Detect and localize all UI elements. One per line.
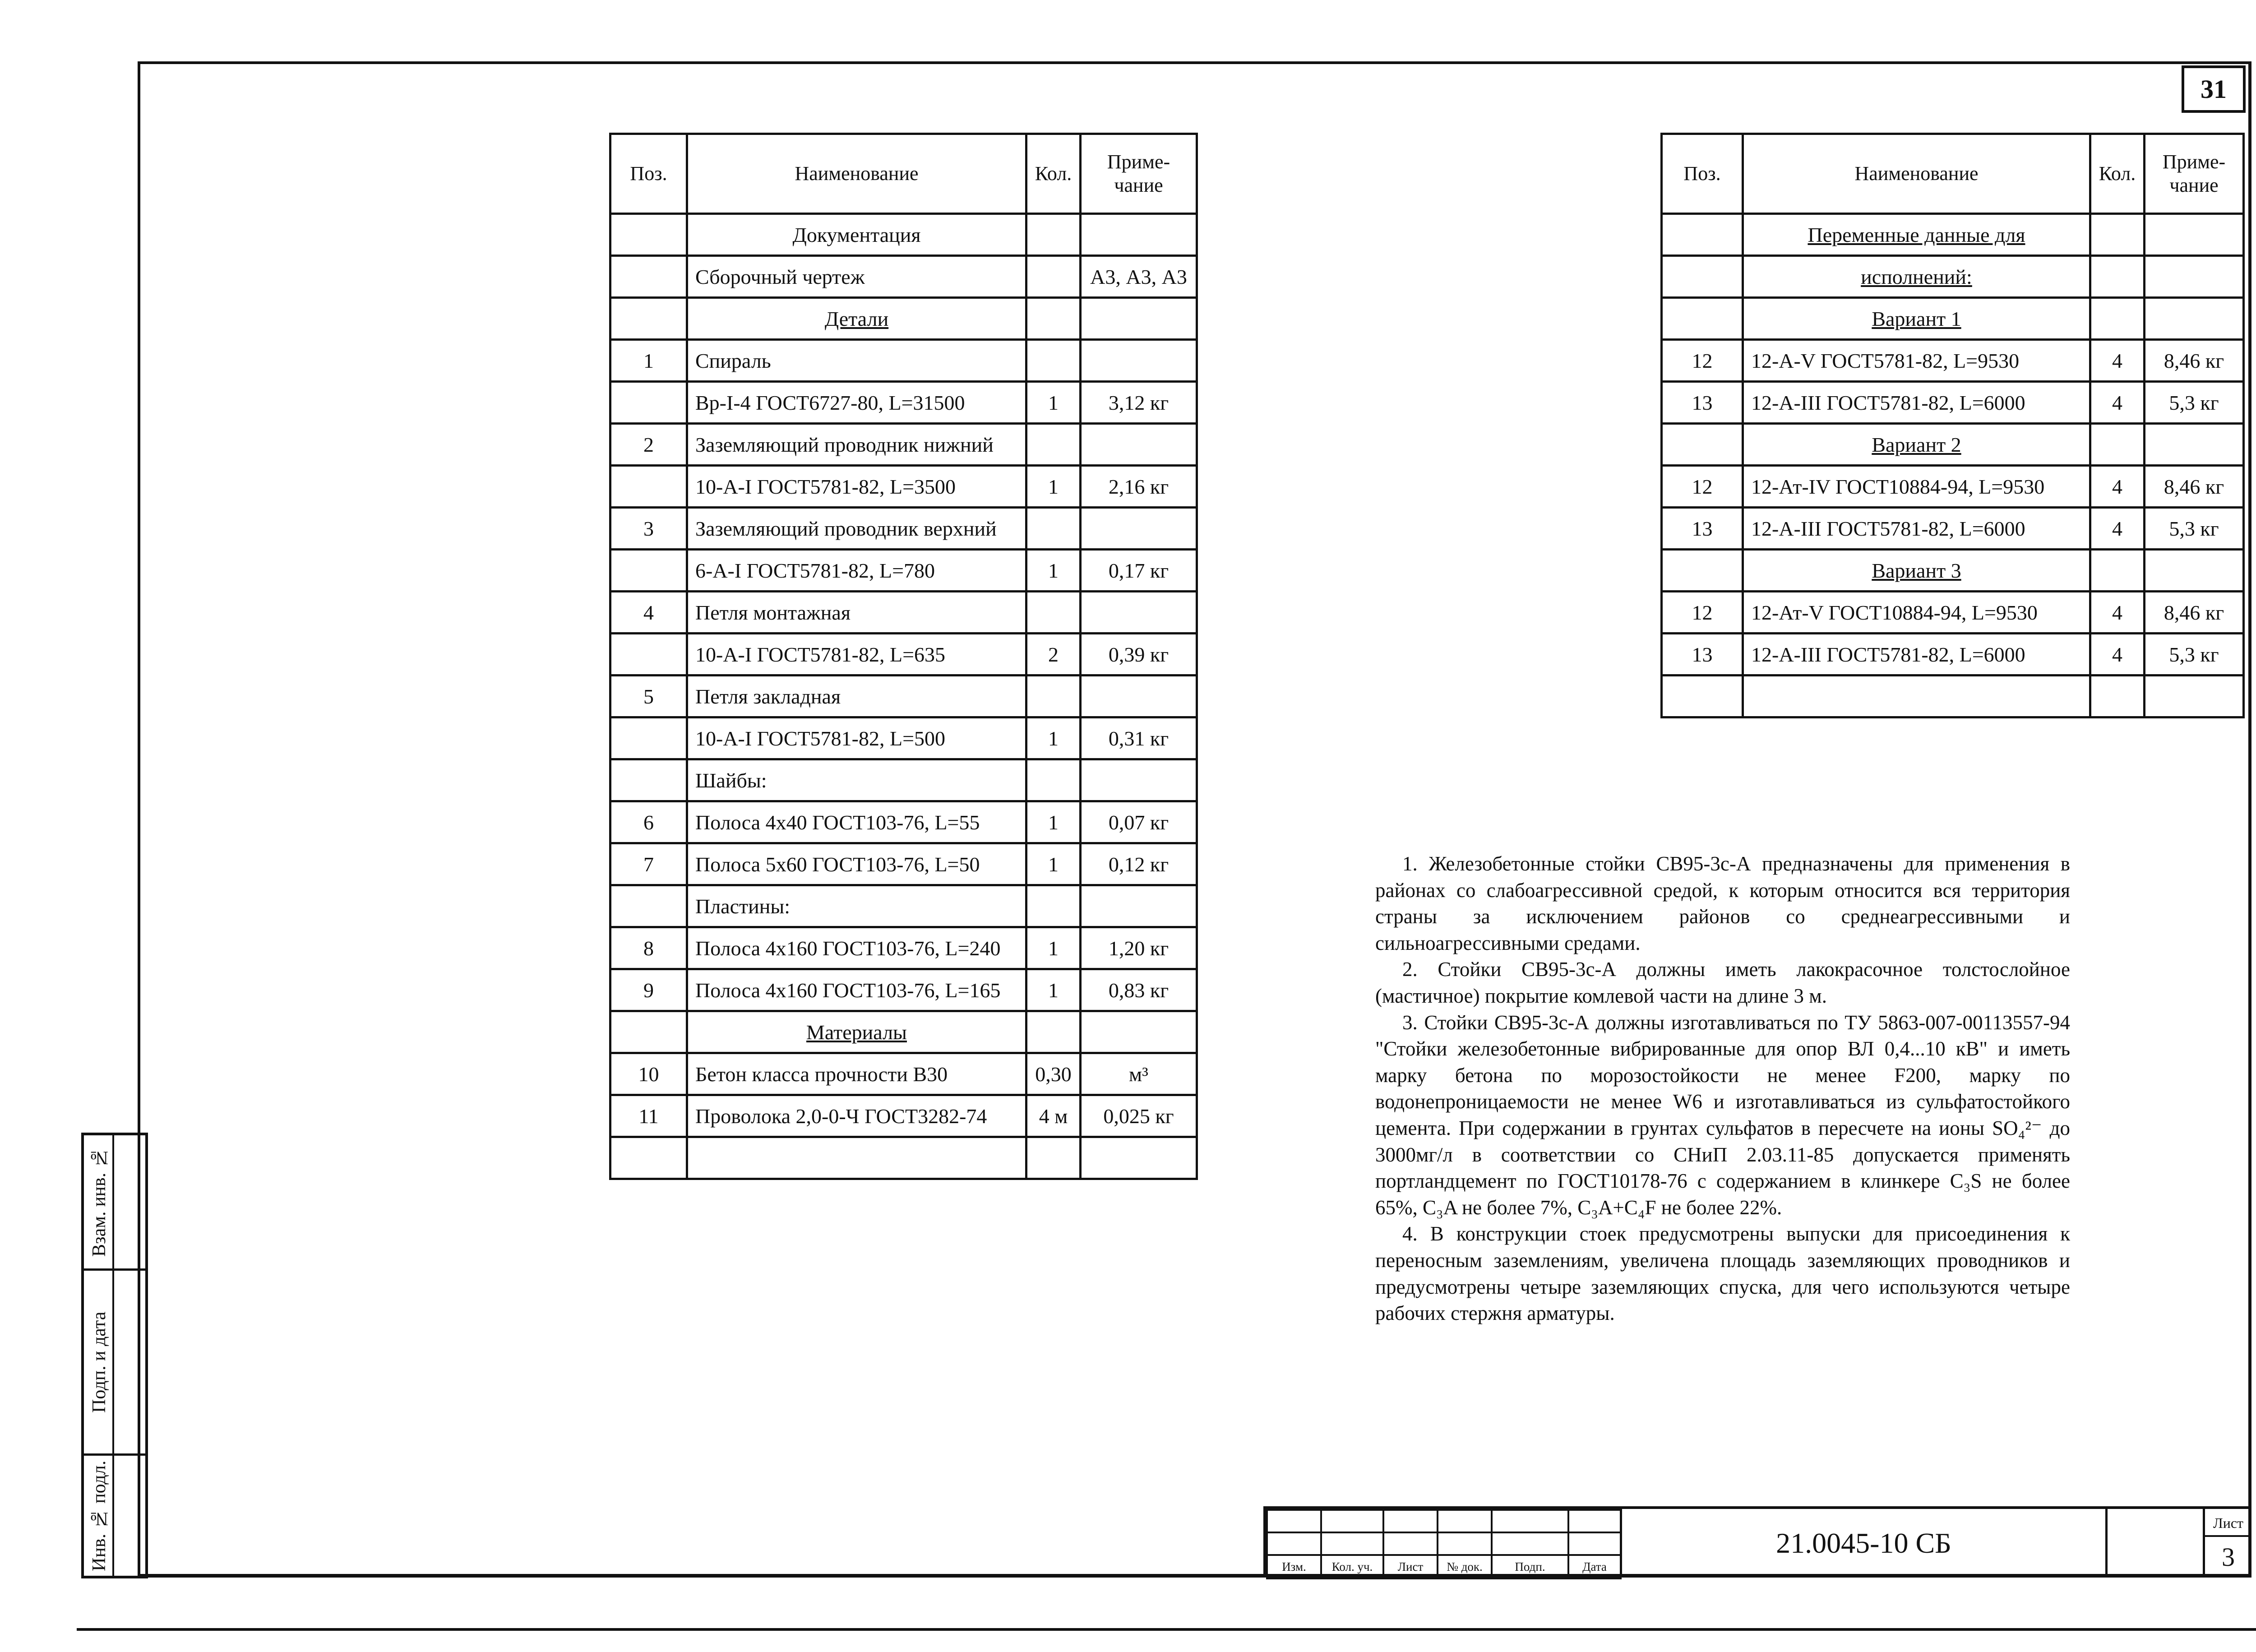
cell-qty: 4 xyxy=(2090,340,2145,382)
cell-name: Документация xyxy=(687,214,1026,256)
cell-note xyxy=(1081,298,1197,340)
cell-name: 6-А-I ГОСТ5781-82, L=780 xyxy=(687,550,1026,592)
title-block xyxy=(1263,1506,2251,1578)
cell-note: 5,3 кг xyxy=(2145,508,2244,550)
cell-qty: 1 xyxy=(1026,550,1081,592)
cell-note xyxy=(1081,759,1197,801)
cell-name: Проволока 2,0-0-Ч ГОСТ3282-74 xyxy=(687,1095,1026,1137)
cell-qty: 2 xyxy=(1026,634,1081,676)
cell-pos xyxy=(610,256,687,298)
page-number: 31 xyxy=(2182,65,2246,113)
sheet-label: Лист xyxy=(2205,1509,2251,1537)
header-note: Приме- чание xyxy=(2145,134,2244,214)
specification-table-right xyxy=(1660,133,2245,718)
cell-name: Спираль xyxy=(687,340,1026,382)
cell-name: Петля закладная xyxy=(687,676,1026,717)
document-code: 21.0045-10 СБ xyxy=(1620,1509,2105,1578)
table-header-row xyxy=(1662,134,2244,214)
table-row xyxy=(610,885,1197,927)
cell-qty xyxy=(1026,298,1081,340)
cell-pos: 9 xyxy=(610,969,687,1011)
cell-pos xyxy=(1662,256,1743,298)
cell-name xyxy=(687,1137,1026,1179)
cell-pos: 12 xyxy=(1662,340,1743,382)
cell-name: Пластины: xyxy=(687,885,1026,927)
cell-note xyxy=(2145,424,2244,466)
cell-qty xyxy=(1026,1137,1081,1179)
side-cell-inventory xyxy=(84,1456,147,1576)
cell-qty xyxy=(2090,424,2145,466)
cell-note: 0,12 кг xyxy=(1081,843,1197,885)
table-header-row xyxy=(610,134,1197,214)
cell-note xyxy=(2145,214,2244,256)
cell-note: 0,025 кг xyxy=(1081,1095,1197,1137)
side-cell-replacement xyxy=(84,1135,147,1271)
cell-pos xyxy=(610,298,687,340)
cell-name: Заземляющий проводник нижний xyxy=(687,424,1026,466)
cell-qty xyxy=(2090,298,2145,340)
cell-note: 5,3 кг xyxy=(2145,382,2244,424)
table-row xyxy=(610,466,1197,508)
note-4: 4. В конструкции стоек предусмотрены выпуски для присоединения к переносным заземлениям, увеличена площадь заземляющих проводников и предусмотрены четыре заземляющих спуска, для чего используются четыре рабочих стержня арматуры. xyxy=(1375,1222,2070,1325)
table-row xyxy=(610,801,1197,843)
cell-pos xyxy=(610,885,687,927)
revision-column-label: № док. xyxy=(1438,1555,1492,1578)
cell-note: 0,83 кг xyxy=(1081,969,1197,1011)
cell-note: 0,39 кг xyxy=(1081,634,1197,676)
cell-pos: 3 xyxy=(610,508,687,550)
table-row xyxy=(610,592,1197,634)
table-row xyxy=(610,969,1197,1011)
cell-pos xyxy=(1662,298,1743,340)
revision-grid xyxy=(1266,1509,1622,1579)
cell-qty: 1 xyxy=(1026,466,1081,508)
cell-name: Полоса 4х160 ГОСТ103-76, L=165 xyxy=(687,969,1026,1011)
cell-qty xyxy=(2090,256,2145,298)
cell-name: Вариант 2 xyxy=(1743,424,2090,466)
cell-name: Полоса 5х60 ГОСТ103-76, L=50 xyxy=(687,843,1026,885)
cell-name: исполнений: xyxy=(1743,256,2090,298)
cell-qty xyxy=(1026,508,1081,550)
cell-qty: 1 xyxy=(1026,927,1081,969)
table-row xyxy=(1662,214,2244,256)
side-label-replacement: Взам. инв. № xyxy=(89,1147,110,1257)
cell-pos: 10 xyxy=(610,1053,687,1095)
cell-qty: 4 xyxy=(2090,592,2145,634)
cell-pos xyxy=(610,717,687,759)
table-row xyxy=(610,508,1197,550)
cell-name: Переменные данные для xyxy=(1743,214,2090,256)
cell-qty: 4 м xyxy=(1026,1095,1081,1137)
cell-pos xyxy=(610,1011,687,1053)
sheet-box xyxy=(2203,1509,2251,1578)
table-row xyxy=(610,676,1197,717)
cell-note xyxy=(1081,424,1197,466)
cell-pos: 8 xyxy=(610,927,687,969)
cell-pos xyxy=(610,1137,687,1179)
cell-name: Материалы xyxy=(687,1011,1026,1053)
cell-pos: 5 xyxy=(610,676,687,717)
sheet-number: 3 xyxy=(2222,1542,2235,1572)
cell-note: 0,07 кг xyxy=(1081,801,1197,843)
cell-name: Бетон класса прочности В30 xyxy=(687,1053,1026,1095)
side-label-inventory: Инв. № подл. xyxy=(89,1460,110,1571)
cell-name: Детали xyxy=(687,298,1026,340)
cell-pos xyxy=(1662,550,1743,592)
cell-note xyxy=(2145,256,2244,298)
cell-name: 10-А-I ГОСТ5781-82, L=635 xyxy=(687,634,1026,676)
table-row xyxy=(1662,424,2244,466)
cell-name xyxy=(1743,676,2090,717)
table-row xyxy=(610,424,1197,466)
cell-note xyxy=(1081,508,1197,550)
cell-name: Полоса 4х160 ГОСТ103-76, L=240 xyxy=(687,927,1026,969)
table-row xyxy=(610,298,1197,340)
cell-note: 0,17 кг xyxy=(1081,550,1197,592)
cell-qty xyxy=(1026,1011,1081,1053)
cell-qty: 1 xyxy=(1026,717,1081,759)
table-row xyxy=(610,759,1197,801)
cell-qty xyxy=(2090,214,2145,256)
table-row xyxy=(610,843,1197,885)
cell-note xyxy=(1081,1011,1197,1053)
cell-qty: 4 xyxy=(2090,508,2145,550)
table-row xyxy=(1662,466,2244,508)
table-row xyxy=(610,1053,1197,1095)
cell-pos: 12 xyxy=(1662,592,1743,634)
table-row xyxy=(610,1011,1197,1053)
cell-note: 0,31 кг xyxy=(1081,717,1197,759)
revision-column-label: Дата xyxy=(1568,1555,1621,1578)
cell-name: Вариант 1 xyxy=(1743,298,2090,340)
cell-pos xyxy=(610,382,687,424)
cell-pos xyxy=(610,759,687,801)
side-label-signature: Подп. и дата xyxy=(89,1311,110,1413)
cell-name: 12-А-III ГОСТ5781-82, L=6000 xyxy=(1743,508,2090,550)
cell-qty xyxy=(1026,340,1081,382)
specification-table-left xyxy=(609,133,1198,1180)
header-pos: Поз. xyxy=(1662,134,1743,214)
cell-qty xyxy=(1026,676,1081,717)
note-2: 2. Стойки СВ95-3с-А должны иметь лакокрасочное толстослойное (мастичное) покрытие комлевой части на длине 3 м. xyxy=(1375,958,2070,1007)
bottom-rule xyxy=(77,1628,2256,1631)
cell-name: 10-А-I ГОСТ5781-82, L=3500 xyxy=(687,466,1026,508)
cell-name: Сборочный чертеж xyxy=(687,256,1026,298)
cell-note xyxy=(1081,1137,1197,1179)
cell-qty xyxy=(1026,885,1081,927)
cell-qty: 4 xyxy=(2090,382,2145,424)
cell-qty xyxy=(2090,550,2145,592)
cell-pos: 13 xyxy=(1662,634,1743,676)
cell-qty: 4 xyxy=(2090,634,2145,676)
cell-name: 12-А-III ГОСТ5781-82, L=6000 xyxy=(1743,634,2090,676)
cell-pos: 12 xyxy=(1662,466,1743,508)
cell-qty xyxy=(1026,424,1081,466)
cell-pos: 7 xyxy=(610,843,687,885)
note-1: 1. Железобетонные стойки СВ95-3с-А предназначены для применения в районах со слабоагрессивной средой, к которым относится вся территория страны за исключением районов со среднеагрессивными и сильноагрессивными средами. xyxy=(1375,852,2070,954)
cell-note: м³ xyxy=(1081,1053,1197,1095)
header-name: Наименование xyxy=(687,134,1026,214)
cell-qty xyxy=(2090,676,2145,717)
cell-name: Петля монтажная xyxy=(687,592,1026,634)
cell-pos: 6 xyxy=(610,801,687,843)
table-row xyxy=(610,340,1197,382)
revision-column-label: Изм. xyxy=(1267,1555,1321,1578)
cell-qty xyxy=(1026,214,1081,256)
table-row xyxy=(1662,298,2244,340)
table-row xyxy=(610,214,1197,256)
cell-name: Шайбы: xyxy=(687,759,1026,801)
header-name: Наименование xyxy=(1743,134,2090,214)
table-row xyxy=(1662,256,2244,298)
table-row xyxy=(1662,508,2244,550)
header-note: Приме- чание xyxy=(1081,134,1197,214)
cell-qty xyxy=(1026,592,1081,634)
table-row xyxy=(1662,382,2244,424)
side-stamp xyxy=(81,1133,148,1578)
technical-notes xyxy=(1375,851,2070,1327)
cell-qty: 1 xyxy=(1026,843,1081,885)
revision-column-label: Подп. xyxy=(1492,1555,1568,1578)
cell-qty: 1 xyxy=(1026,801,1081,843)
cell-name: 12-А-V ГОСТ5781-82, L=9530 xyxy=(1743,340,2090,382)
header-qty: Кол. xyxy=(2090,134,2145,214)
cell-name: Заземляющий проводник верхний xyxy=(687,508,1026,550)
table-row xyxy=(610,717,1197,759)
header-pos: Поз. xyxy=(610,134,687,214)
table-row xyxy=(610,256,1197,298)
cell-pos xyxy=(1662,676,1743,717)
cell-note xyxy=(1081,885,1197,927)
cell-note xyxy=(1081,340,1197,382)
cell-name: Вр-I-4 ГОСТ6727-80, L=31500 xyxy=(687,382,1026,424)
cell-pos xyxy=(1662,214,1743,256)
side-cell-signature xyxy=(84,1271,147,1456)
cell-note: 8,46 кг xyxy=(2145,592,2244,634)
table-row xyxy=(1662,634,2244,676)
table-row xyxy=(610,1095,1197,1137)
cell-pos xyxy=(610,634,687,676)
cell-pos xyxy=(610,214,687,256)
cell-note xyxy=(2145,550,2244,592)
table-row xyxy=(610,634,1197,676)
cell-qty: 1 xyxy=(1026,382,1081,424)
cell-name: 12-А-III ГОСТ5781-82, L=6000 xyxy=(1743,382,2090,424)
cell-pos: 1 xyxy=(610,340,687,382)
cell-note: 8,46 кг xyxy=(2145,340,2244,382)
cell-pos: 2 xyxy=(610,424,687,466)
cell-name: Полоса 4х40 ГОСТ103-76, L=55 xyxy=(687,801,1026,843)
table-row xyxy=(1662,550,2244,592)
header-qty: Кол. xyxy=(1026,134,1081,214)
revision-column-label: Кол. уч. xyxy=(1321,1555,1383,1578)
note-3: 3. Стойки СВ95-3с-А должны изготавливаться по ТУ 5863-007-00113557-94 "Стойки железобетонные вибрированные для опор ВЛ 0,4...10 кВ" и иметь марку бетона по морозостойкости не менее F200, марку по водонепроницаемости не менее W6 и изготавливаться из сульфатостойкого цемента. При содержании в грунтах сульфатов в пересчете на ионы SO₄²⁻ до 3000мг/л в соответствии со СНиП 2.03.11-85 допускается применять портландцемент по ГОСТ10178-76 с содержанием в клинкере C₃S не более 65%, C₃A не более 7%, C₃A+C₄F не более 22%. xyxy=(1375,1011,2070,1219)
table-row xyxy=(610,1137,1197,1179)
cell-note xyxy=(1081,676,1197,717)
table-row xyxy=(610,382,1197,424)
cell-qty: 1 xyxy=(1026,969,1081,1011)
cell-qty xyxy=(1026,759,1081,801)
cell-note xyxy=(2145,298,2244,340)
cell-qty: 4 xyxy=(2090,466,2145,508)
cell-pos xyxy=(610,466,687,508)
cell-note xyxy=(1081,592,1197,634)
revision-column-label: Лист xyxy=(1383,1555,1438,1578)
cell-note xyxy=(2145,676,2244,717)
table-row xyxy=(1662,676,2244,717)
cell-name: Вариант 3 xyxy=(1743,550,2090,592)
cell-note: 3,12 кг xyxy=(1081,382,1197,424)
cell-note: 1,20 кг xyxy=(1081,927,1197,969)
cell-qty: 0,30 xyxy=(1026,1053,1081,1095)
sheet-area xyxy=(2105,1509,2251,1578)
table-row xyxy=(610,550,1197,592)
cell-name: 10-А-I ГОСТ5781-82, L=500 xyxy=(687,717,1026,759)
cell-name: 12-Ат-IV ГОСТ10884-94, L=9530 xyxy=(1743,466,2090,508)
cell-note xyxy=(1081,214,1197,256)
cell-note: А3, А3, А3 xyxy=(1081,256,1197,298)
cell-pos: 13 xyxy=(1662,508,1743,550)
cell-pos xyxy=(1662,424,1743,466)
table-row xyxy=(1662,340,2244,382)
cell-note: 2,16 кг xyxy=(1081,466,1197,508)
table-row xyxy=(1662,592,2244,634)
cell-pos xyxy=(610,550,687,592)
cell-pos: 11 xyxy=(610,1095,687,1137)
cell-note: 5,3 кг xyxy=(2145,634,2244,676)
cell-note: 8,46 кг xyxy=(2145,466,2244,508)
cell-pos: 13 xyxy=(1662,382,1743,424)
cell-pos: 4 xyxy=(610,592,687,634)
cell-qty xyxy=(1026,256,1081,298)
table-row xyxy=(610,927,1197,969)
cell-name: 12-Ат-V ГОСТ10884-94, L=9530 xyxy=(1743,592,2090,634)
